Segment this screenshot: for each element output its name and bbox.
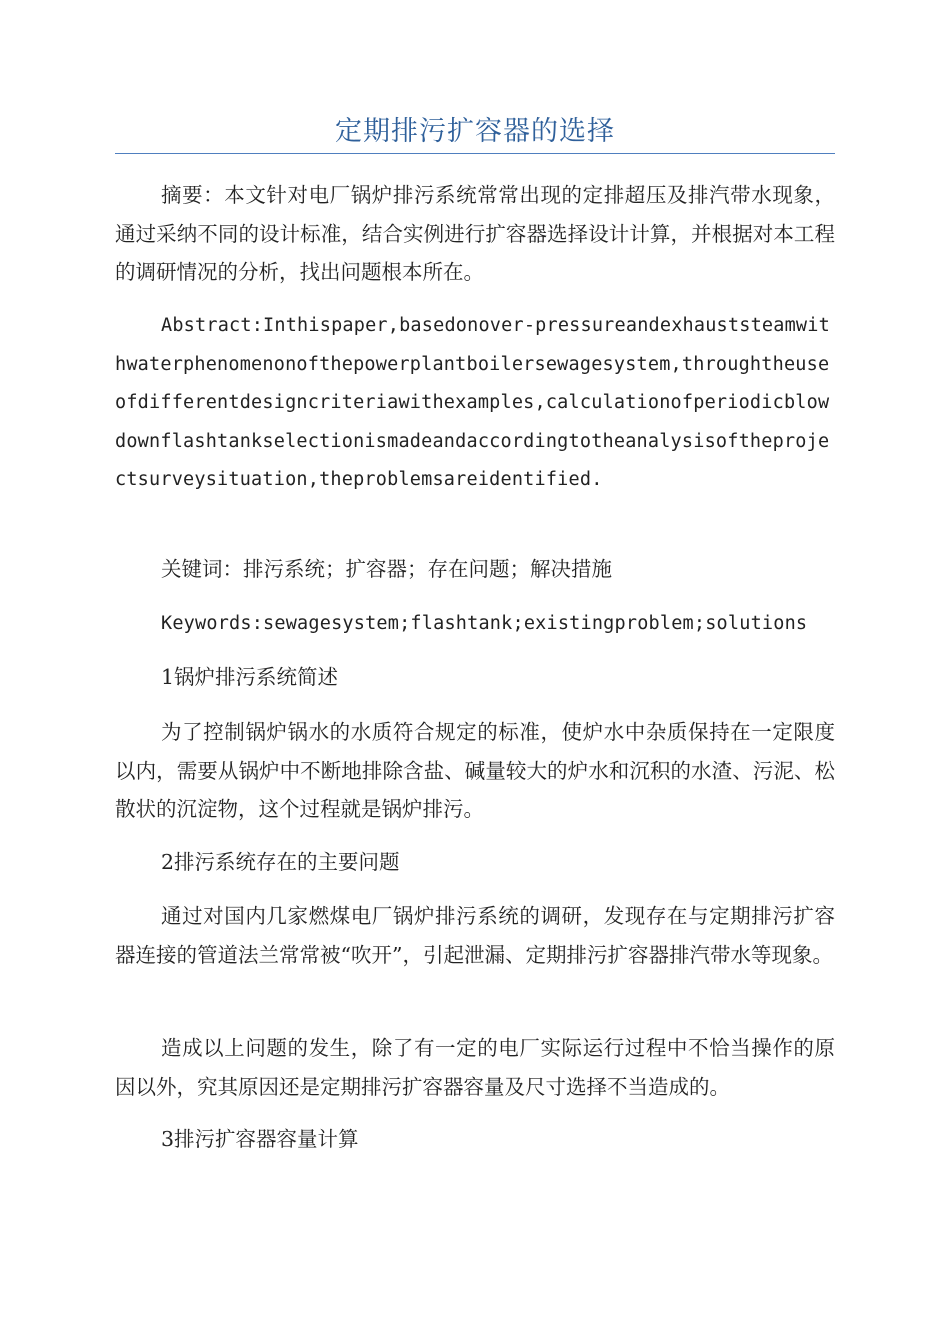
- document-title: 定期排污扩容器的选择: [335, 116, 615, 147]
- keywords-en: Keywords:sewagesystem;flashtank;existingproblem;solutions: [161, 613, 808, 634]
- title-underline: [115, 153, 835, 154]
- abstract-cn: 摘要：本文针对电厂锅炉排污系统常常出现的定排超压及排汽带水现象，通过采纳不同的设计标准，结合实例进行扩容器选择设计计算，并根据对本工程的调研情况的分析，找出问题根本所在。: [115, 183, 835, 284]
- section-3-heading: 3排污扩容器容量计算: [161, 1127, 359, 1151]
- section-2-paragraph-1: 通过对国内几家燃煤电厂锅炉排污系统的调研，发现存在与定期排污扩容器连接的管道法兰常常被“吹开”，引起泄漏、定期排污扩容器排汽带水等现象。: [115, 904, 835, 967]
- section-2-paragraph-2: 造成以上问题的发生，除了有一定的电厂实际运行过程中不恰当操作的原因以外，究其原因还是定期排污扩容器容量及尺寸选择不当造成的。: [115, 1036, 835, 1099]
- keywords-cn: 关键词：排污系统；扩容器；存在问题；解决措施: [161, 557, 612, 581]
- section-2-heading: 2排污系统存在的主要问题: [161, 850, 400, 874]
- section-1-paragraph: 为了控制锅炉锅水的水质符合规定的标准，使炉水中杂质保持在一定限度以内，需要从锅炉中不断地排除含盐、碱量较大的炉水和沉积的水渣、污泥、松散状的沉淀物，这个过程就是锅炉排污。: [115, 720, 835, 821]
- abstract-en: Abstract:Inthispaper,basedonover-pressureandexhauststeamwithwaterphenomenonofthepowerplantboilersewagesystem,throughtheuseofdifferentdesigncriteriawithexamples,calculationofperiodicblowdownflashtankselectionismadeandaccordingtotheanalysisoftheprojectsurveysituation,theproblemsareidentified.: [115, 315, 830, 490]
- section-1-heading: 1锅炉排污系统简述: [161, 665, 339, 689]
